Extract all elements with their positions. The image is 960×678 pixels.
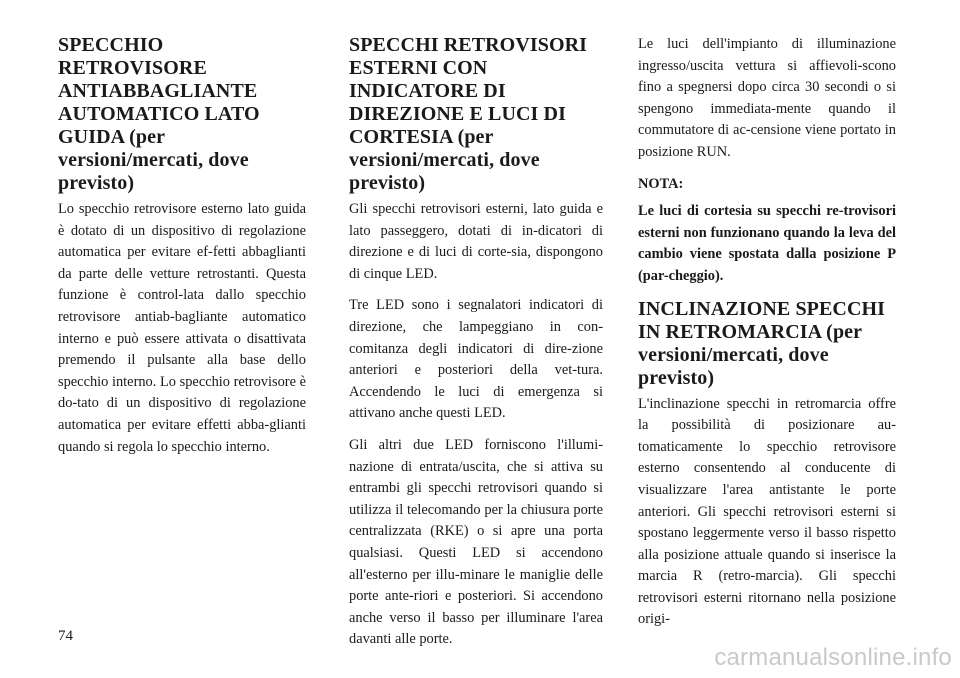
note-text: Le luci di cortesia su specchi re-trovisori esterni non funzionano quando la leva del cambio viene spostata dalla posizione P (par-cheggio).	[638, 203, 896, 284]
column-right	[638, 34, 896, 641]
column-middle	[349, 34, 603, 661]
paragraph-auto-dimming-description: Lo specchio retrovisore esterno lato guida è dotato di un dispositivo di regolazione automatica per evitare ef-fetti abbaglianti da parte delle vetture retrostanti. Questa funzione è control-lata dallo specchio retrovisore antiab-bagliante automatico interno e può essere attivata o disattivata premendo il pulsante alla base dello specchio interno. Lo specchio retrovisore è do-tato di un dispositivo di regolazione automatica per evitare effetti abba-glianti quando si regola lo specchio interno.	[58, 201, 306, 455]
paragraph-turn-signal-leds: Tre LED sono i segnalatori indicatori di direzione, che lampeggiano in con-comitanza degli indicatori di dire-zione anteriori e posteriori della vet-tura. Accendendo le luci di emergenza si attivano anche questi LED.	[349, 297, 603, 422]
section-heading-mirrors-turn-signals: SPECCHI RETROVISORI ESTERNI CON INDICATORE DI DIREZIONE E LUCI DI CORTESIA (per versioni/mercati, dove previsto)	[349, 34, 588, 194]
column-left	[58, 34, 306, 468]
section-heading-auto-dimming-mirror: SPECCHIO RETROVISORE ANTIABBAGLIANTE AUTOMATICO LATO GUIDA (per versioni/mercati, dove previsto)	[58, 34, 260, 194]
page-number: 74	[58, 628, 73, 644]
paragraph-courtesy-leds: Gli altri due LED forniscono l'illumi-nazione di entrata/uscita, che si attiva su entrambi gli specchi retrovisori quando si utilizza il telecomando per la chiusura porte centralizzata (RKE) o si apre una porta qualsiasi. Questi LED si accendono all'esterno per illu-minare le maniglie delle porte ante-riori e posteriori. Si accendono anche verso il basso per illuminare l'area davanti alle porte.	[349, 436, 603, 648]
paragraph-lights-fade: Le luci dell'impianto di illuminazione ingresso/uscita vettura si affievoli-scono fino a spegnersi dopo circa 30 secondi o si spengono immediata-mente quando il commutatore di ac-censione viene portato in posizione RUN.	[638, 36, 896, 160]
note-label: NOTA:	[638, 175, 684, 192]
paragraph-five-leds: Gli specchi retrovisori esterni, lato guida e lato passeggero, dotati di in-dicatori di direzione e di luci di corte-sia, dispongono di cinque LED.	[349, 201, 603, 282]
watermark: carmanualsonline.info	[714, 644, 952, 671]
section-heading-reverse-tilt: INCLINAZIONE SPECCHI IN RETROMARCIA (per versioni/mercati, dove previsto)	[638, 297, 886, 389]
paragraph-reverse-tilt: L'inclinazione specchi in retromarcia offre la possibilità di posizionare au-tomaticamente lo specchio retrovisore esterno consentendo al conducente di visualizzare l'area antistante le porte anteriori. Gli specchi retrovisori esterni si spostano leggermente verso il basso rispetto alla posizione attuale quando si inserisce la marcia R (retro-marcia). Gli specchi retrovisori esterni ritornano nella posizione origi-	[638, 395, 896, 628]
